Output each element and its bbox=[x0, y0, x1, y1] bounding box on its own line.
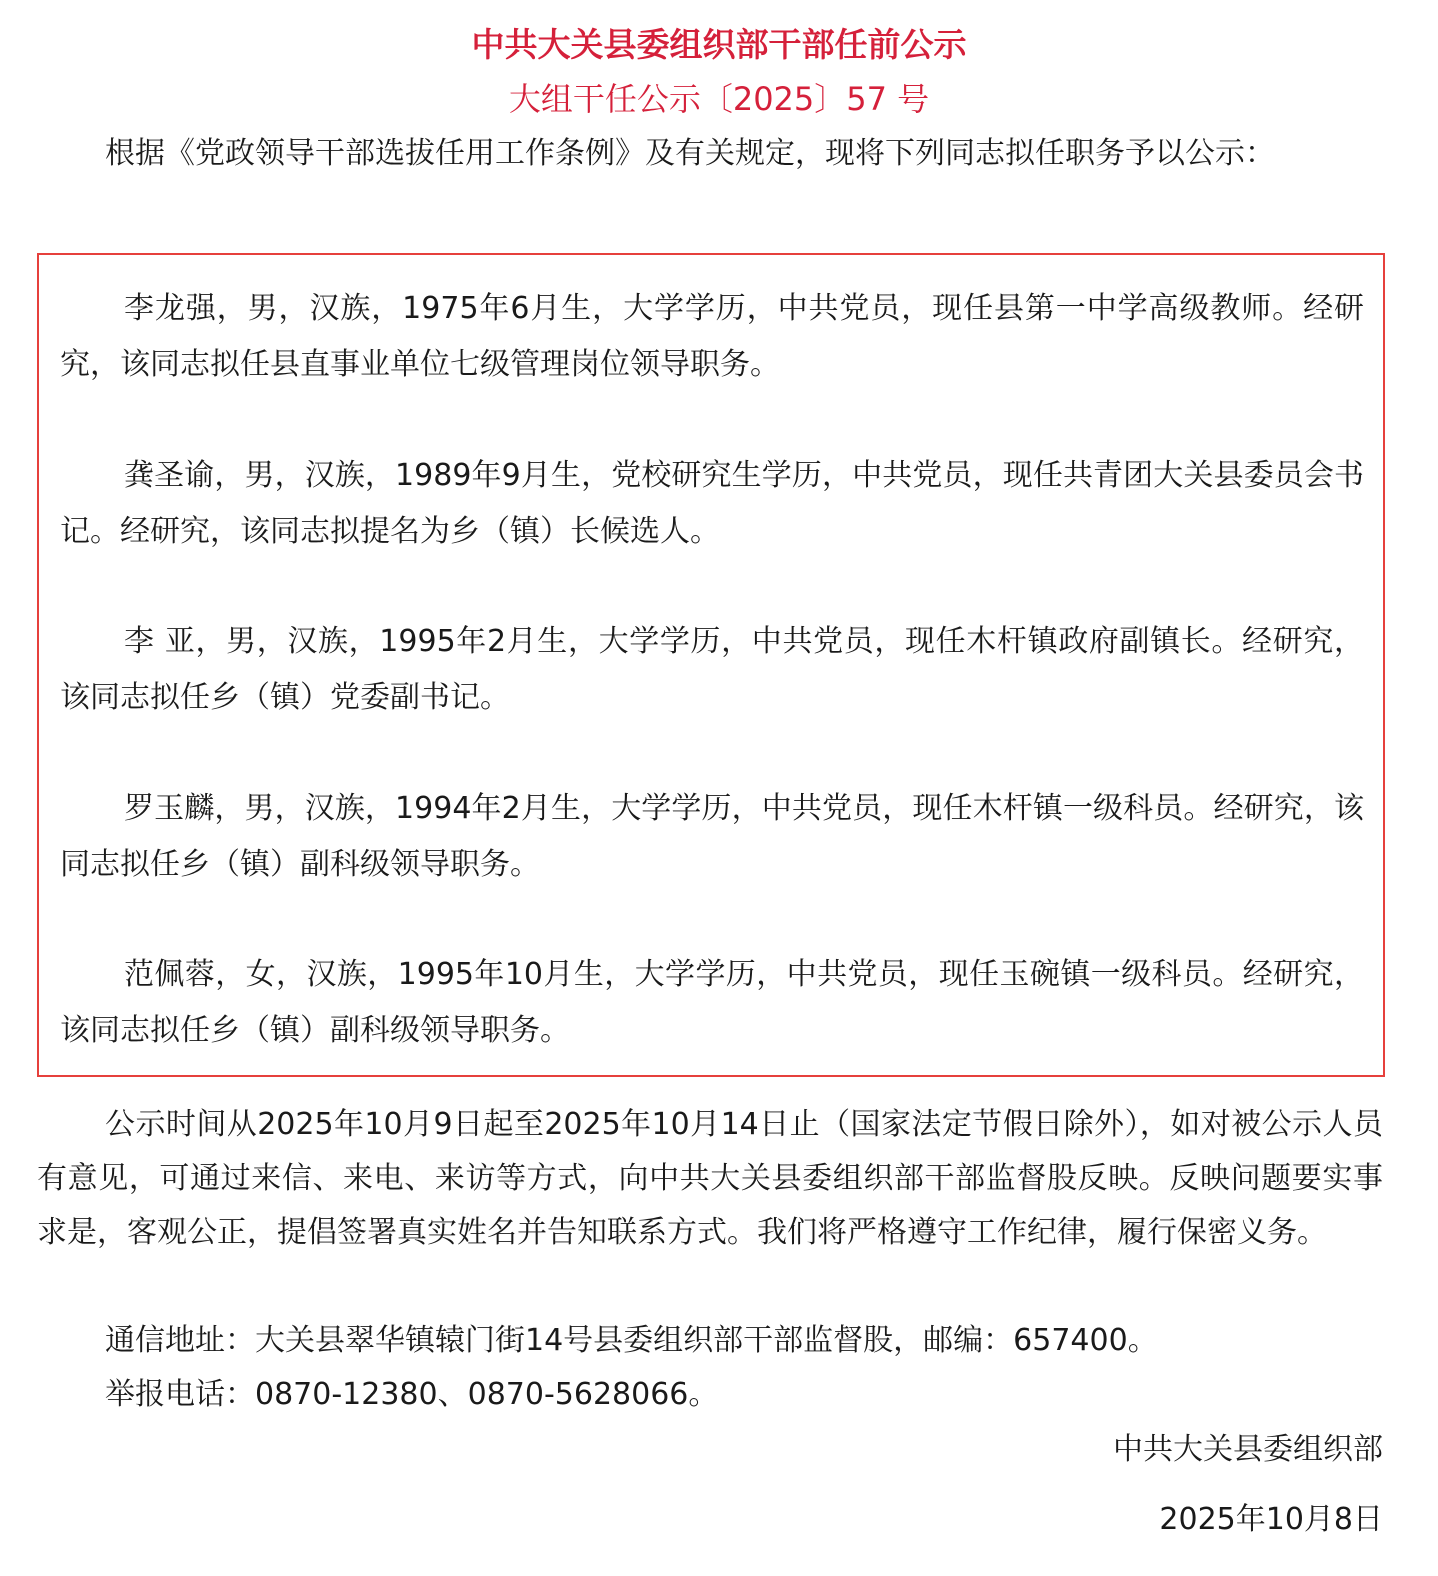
notice-paragraph: 公示时间从2025年10月9日起至2025年10月14日止（国家法定节假日除外），如对被公示人员有意见，可通过来信、来电、来访等方式，向中共大关县委组织部干部监督股反映。反映问题要实事求是，客观公正，提倡签署真实姓名并告知联系方式。我们将严格遵守工作纪律，履行保密义务。 bbox=[37, 1107, 1383, 1250]
mailing-address: 通信地址：大关县翠华镇辕门街14号县委组织部干部监督股，邮编：657400。 bbox=[105, 1323, 1158, 1358]
candidate-entry: 李龙强，男，汉族，1975年6月生，大学学历，中共党员，现任县第一中学高级教师。经研究，该同志拟任县直事业单位七级管理岗位领导职务。 bbox=[60, 291, 1364, 382]
candidate-entry: 李 亚，男，汉族，1995年2月生，大学学历，中共党员，现任木杆镇政府副镇长。经研究，该同志拟任乡（镇）党委副书记。 bbox=[60, 624, 1364, 715]
notice-title: 中共大关县委组织部干部任前公示 bbox=[471, 25, 967, 64]
candidate-entry: 范佩蓉，女，汉族，1995年10月生，大学学历，中共党员，现任玉碗镇一级科员。经研究，该同志拟任乡（镇）副科级领导职务。 bbox=[60, 957, 1364, 1048]
candidate-entry: 龚圣谕，男，汉族，1989年9月生，党校研究生学历，中共党员，现任共青团大关县委员会书记。经研究，该同志拟提名为乡（镇）长候选人。 bbox=[60, 458, 1364, 549]
signature-org: 中共大关县委组织部 bbox=[1113, 1432, 1383, 1467]
candidate-entry: 罗玉麟，男，汉族，1994年2月生，大学学历，中共党员，现任木杆镇一级科员。经研究，该同志拟任乡（镇）副科级领导职务。 bbox=[60, 791, 1364, 882]
candidates-box bbox=[37, 253, 1385, 1077]
report-phone: 举报电话：0870-12380、0870-5628066。 bbox=[105, 1377, 719, 1412]
intro-paragraph: 根据《党政领导干部选拔任用工作条例》及有关规定，现将下列同志拟任职务予以公示： bbox=[105, 136, 1275, 171]
signature-date: 2025年10月8日 bbox=[1159, 1502, 1383, 1537]
document-number: 大组干任公示〔2025〕57 号 bbox=[508, 80, 930, 118]
